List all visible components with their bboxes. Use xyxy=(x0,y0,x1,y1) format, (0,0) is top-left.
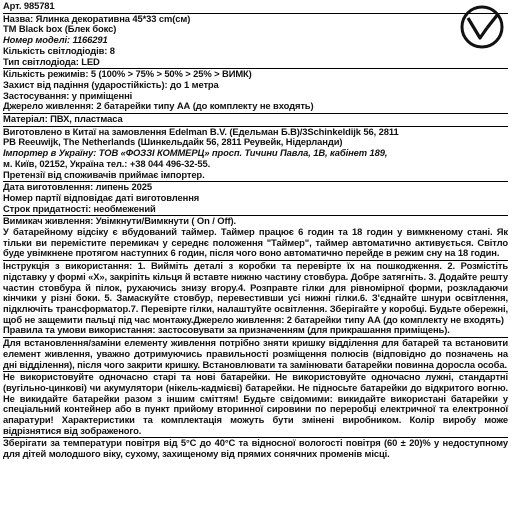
power-source: Джерело живлення: 2 батарейки типу АА (до комплекту не входять) xyxy=(3,100,314,112)
conformity-mark-icon xyxy=(458,4,506,50)
importer-line-1: Імпортер в Україну: ТОВ «ФОЗЗІ КОММЕРЦ» просп. Тичини Павла, 1В, кабінет 189, xyxy=(3,147,388,159)
importer-line-2: м. Київ, 02152, Україна тел.: +38 044 496-32-55. xyxy=(3,157,211,169)
usage-rules: Правила та умови використання: застосовувати за призначенням (для прикрашання приміщень). xyxy=(3,324,450,336)
trademark: TM Black box (Блек бокс) xyxy=(3,23,117,35)
batch-number: Номер партії відповідає даті виготовлення xyxy=(3,191,200,203)
model-number: Номер моделі: 1166291 xyxy=(3,34,108,46)
battery-warnings-paragraph: Не використовуйте одночасно старі та нові батарейки. Не використовуйте одночасно лужні, стандартні (вугільно-цинкові) чи акумулятори (нікель-кадмієві) батарейки. Не підносьте батарейки до відкритого вогню. Не викидайте батарейки разом з іншим сміттям! Будьте свідомими: викидайте використані батарейки у спеціальний контейнер або в пункт прийому вторинної сировини по переробці електричної та електронної апаратури! Характеристики та комплектація можуть бути змінені виробником. Колір виробу може відрізнятися від зображеного. xyxy=(3,371,508,436)
drop-protection: Захист від падіння (ударостійкість): до 1 метра xyxy=(3,78,219,90)
storage-paragraph: Зберігати за температури повітря від 5°С до 40°С та відносної вологості повітря (60 ± 20)% у недоступному для дітей молодшого віку, сухому, захищеному від прямих сонячних променів місці. xyxy=(3,437,508,460)
led-type: Тип світлодіода: LED xyxy=(3,55,100,67)
power-switch: Вимикач живлення: Увімкнути/Вимкнути ( On / Off). xyxy=(3,215,237,227)
battery-install-paragraph: Для встановлення/заміни елементу живлення потрібно зняти кришку відділення для батарей та встановити елемент живлення, уважно дотримуючись правильності розміщення полюсів (відповідно до позначень на дні відділення), після чого закрити кришку. Встановлювати та замінювати батарейки повинна доросла особа. xyxy=(3,337,508,370)
mode-count: Кількість режимів: 5 (100% > 75% > 50% > 25% > ВИМК) xyxy=(3,68,252,80)
manufacture-date: Дата виготовлення: липень 2025 xyxy=(3,181,152,193)
usage: Застосування: у приміщенні xyxy=(3,89,133,101)
art-number: Арт. 985781 xyxy=(3,0,55,11)
material: Матеріал: ПВХ, пластмаса xyxy=(3,113,123,125)
shelf-life: Строк придатності: необмежений xyxy=(3,202,156,214)
claims-note: Претензії від споживачів приймає імпортер. xyxy=(3,168,205,180)
manufacturer-line-1: Виготовлено в Китаї на замовлення Edelman B.V. (Едельман Б.В)/3Schinkeldijk 56, 2811 xyxy=(3,125,399,137)
timer-paragraph: У батарейному відсіку є вбудований таймер. Таймер працює 6 годин та 18 годин у вимкненому стані. Як тільки ви перемістите перемикач у середнє положення "Таймер", таймер автоматично активується. Світло буде увімкнене протягом наступних 6 годин, після чого воно автоматично перейде в режим сну на 18 годин. xyxy=(3,226,508,259)
led-count: Кількість світлодіодів: 8 xyxy=(3,44,115,56)
manufacturer-line-2: PB Reeuwijk, The Netherlands (Шинкельдайк 56, 2811 Реувейк, Нідерланди) xyxy=(3,136,343,148)
instructions-paragraph: Інструкція з використання: 1. Вийміть деталі з коробки та перевірте їх на пошкодження. 2. Розмістіть підставку у формі «Х», закріпіть кільця й вставте нижню частину стовбура. Добре затягніть. 3. Додайте решту частин стовбура й пілок, рухаючись знизу вгору.4. Розправте гілки для рівномірної форми, розкладаючи кінчики у різні боки. 5. Замаскуйте стовбур, перевестивши усі нижні гілки.6. З'єднайте шнури освітлення, підключіть трансформатор.7. Перевірте гілки, налаштуйте освітлення. Зберігайте у коробці. Будьте обережні, щоб не защемити пальці під час монтажу.Джерело живлення: 2 батарейки типу АА (до комплекту не входять) xyxy=(3,260,508,325)
product-name: Назва: Ялинка декоративна 45*33 cm(см) xyxy=(3,12,191,24)
